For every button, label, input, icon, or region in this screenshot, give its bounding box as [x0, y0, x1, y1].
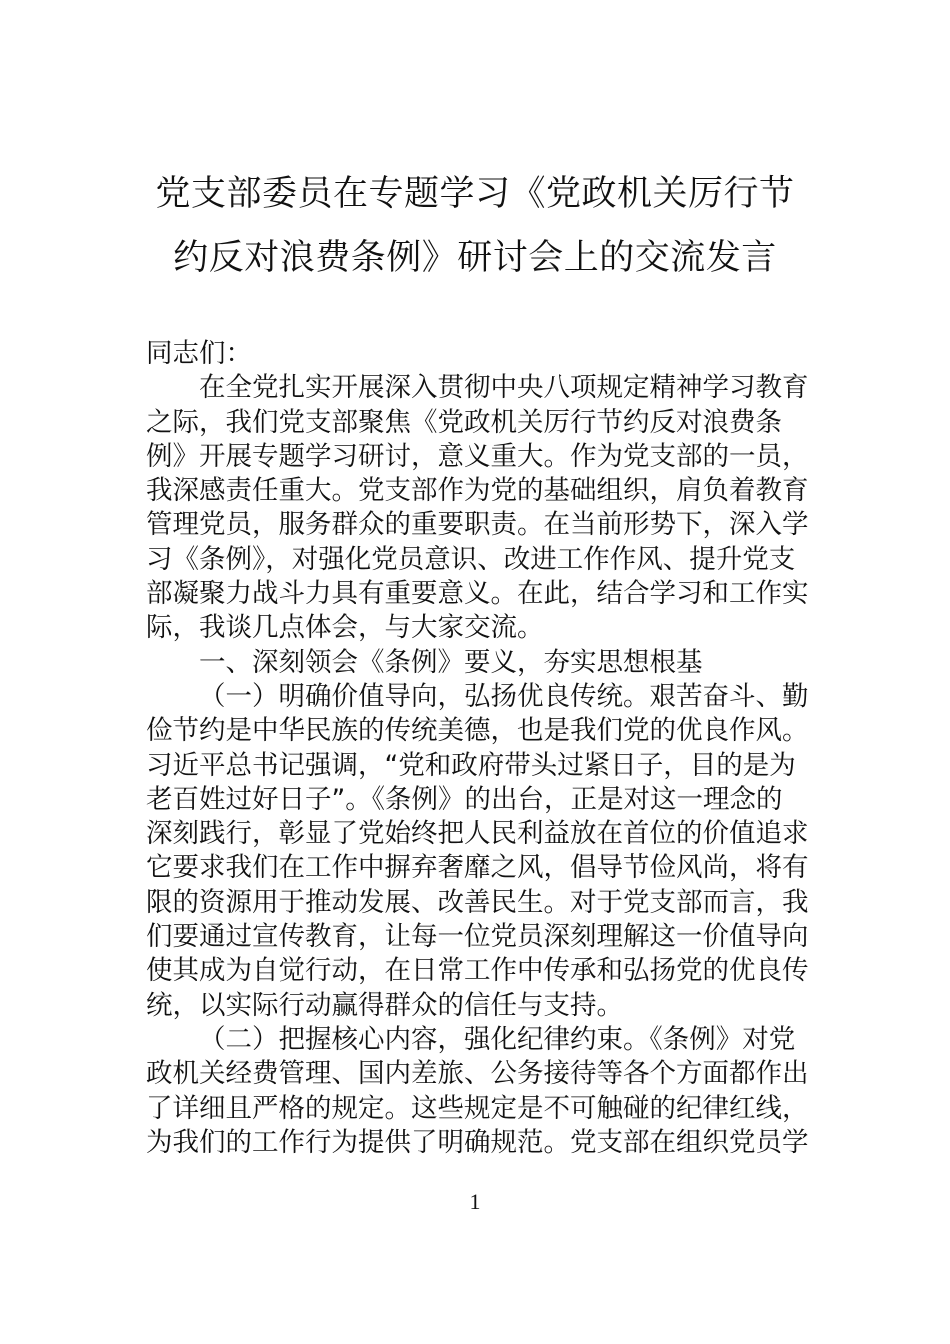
paragraph-line: 之际，我们党支部聚焦《党政机关厉行节约反对浪费条 — [146, 406, 782, 438]
paragraph-line: 统，以实际行动赢得群众的信任与支持。 — [146, 989, 623, 1021]
paragraph-line: 在全党扎实开展深入贯彻中央八项规定精神学习教育 — [199, 372, 809, 404]
paragraph-line: 例》开展专题学习研讨，意义重大。作为党支部的一员， — [146, 440, 809, 472]
paragraph-line: 它要求我们在工作中摒弃奢靡之风，倡导节俭风尚，将有 — [146, 852, 809, 884]
paragraph-line: （二）把握核心内容，强化纪律约束。《条例》对党 — [199, 1023, 796, 1055]
section-heading: 一、深刻领会《条例》要义，夯实思想根基 — [199, 646, 703, 678]
paragraph-line: 使其成为自觉行动，在日常工作中传承和弘扬党的优良传 — [146, 955, 809, 987]
paragraph-line: 习近平总书记强调，“党和政府带头过紧日子，目的是为 — [146, 749, 796, 781]
paragraph-line: 为我们的工作行为提供了明确规范。党支部在组织党员学 — [146, 1126, 809, 1158]
paragraph-line: 俭节约是中华民族的传统美德，也是我们党的优良作风。 — [146, 715, 809, 747]
paragraph-line: 们要通过宣传教育，让每一位党员深刻理解这一价值导向 — [146, 921, 809, 953]
paragraph-line: 管理党员，服务群众的重要职责。在当前形势下，深入学 — [146, 509, 809, 541]
paragraph-line: 了详细且严格的规定。这些规定是不可触碰的纪律红线， — [146, 1092, 809, 1124]
document-title — [120, 162, 830, 290]
paragraph-line: 习《条例》，对强化党员意识、改进工作作风、提升党支 — [146, 543, 796, 575]
paragraph-line: 政机关经费管理、国内差旅、公务接待等各个方面都作出 — [146, 1058, 809, 1090]
document-body — [146, 337, 808, 1160]
title-line: 约反对浪费条例》研讨会上的交流发言 — [173, 238, 777, 278]
paragraph-line: 际，我谈几点体会，与大家交流。 — [146, 612, 544, 644]
salutation: 同志们： — [146, 338, 252, 369]
paragraph-line: 老百姓过好日子”。《条例》的出台，正是对这一理念的 — [146, 783, 783, 815]
paragraph-line: 部凝聚力战斗力具有重要意义。在此，结合学习和工作实 — [146, 578, 809, 610]
paragraph-line: （一）明确价值导向，弘扬优良传统。艰苦奋斗、勤 — [199, 680, 809, 712]
paragraph-line: 我深感责任重大。党支部作为党的基础组织，肩负着教育 — [146, 475, 809, 507]
paragraph-line: 深刻践行，彰显了党始终把人民利益放在首位的价值追求 — [146, 818, 809, 850]
paragraph-line: 限的资源用于推动发展、改善民生。对于党支部而言，我 — [146, 886, 809, 918]
page-number: 1 — [469, 1189, 481, 1214]
title-line: 党支部委员在专题学习《党政机关厉行节 — [155, 174, 795, 214]
